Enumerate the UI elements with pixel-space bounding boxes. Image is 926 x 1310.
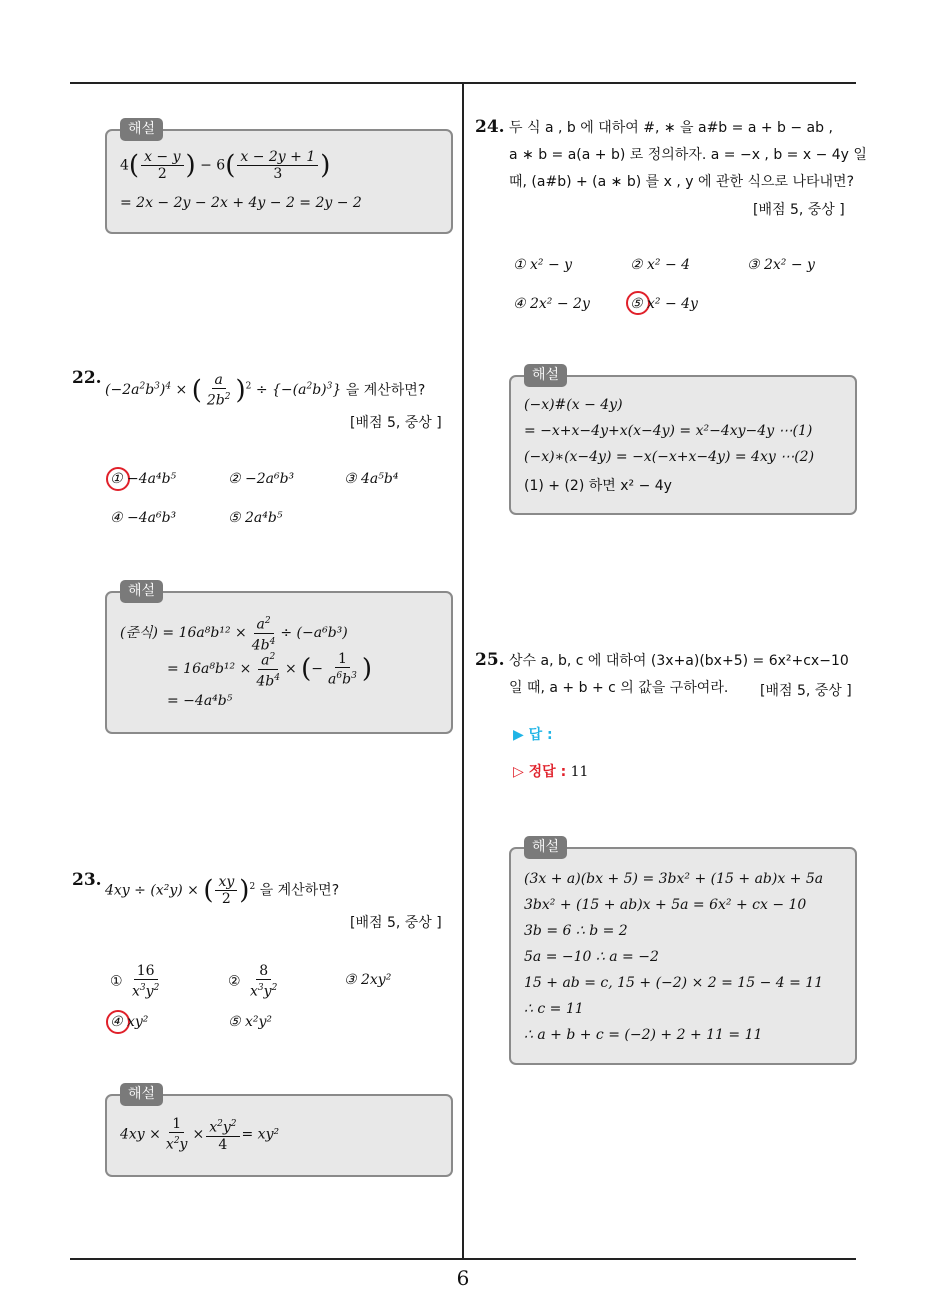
q23-meta: [배점 5, 중상 ] [350, 915, 442, 931]
q24-choice-5[interactable]: ⑤ x² − 4y [630, 296, 698, 312]
q22-choice-3[interactable]: ③ 4a⁵b⁴ [344, 471, 399, 487]
q22-choice-2[interactable]: ② −2a⁶b³ [228, 471, 295, 487]
q24-stem-line-3: 때, (a#b) + (a ∗ b) 를 x , y 에 관한 식으로 나타내면? [509, 174, 855, 190]
q23-choice-4[interactable]: ④ xy² [110, 1014, 149, 1030]
q25-stem-line-2: 일 때, a + b + c 의 값을 구하여라. [509, 680, 729, 696]
solution-label: 해설 [120, 118, 163, 141]
q24-solution-box [509, 367, 857, 515]
q24-solution-line-3: (−x)∗(x−4y) = −x(−x+x−4y) = 4xy ⋯(2) [524, 449, 815, 465]
q24-number: 24. [475, 117, 505, 137]
q25-correct-value: 11 [570, 764, 589, 780]
q22-solution-box [105, 583, 453, 734]
solution-label: 해설 [524, 836, 567, 859]
q22-stem: $(-2a^2b^3)^4$ × ( $\frac{a}{2b^2}$ )$^2 \div \{-(a^2b)^3\}$ 을 계산하면? [105, 372, 426, 409]
q22-solution-line-3: = −4a⁴b⁵ [167, 693, 233, 709]
q24-stem-line-1: 두 식 a , b 에 대하여 #, ∗ 을 a#b = a + b − ab , [509, 120, 833, 136]
q25-solution-box [509, 839, 857, 1065]
q21-solution-box [105, 121, 453, 234]
q21-solution-line-2: = 2x − 2y − 2x + 4y − 2 = 2y − 2 [120, 195, 362, 211]
q22-choice-4[interactable]: ④ −4a⁶b³ [110, 510, 177, 526]
q25-solution-line-7: ∴ a + b + c = (−2) + 2 + 11 = 11 [524, 1027, 763, 1043]
page-number: 6 [456, 1266, 470, 1290]
q25-meta: [배점 5, 중상 ] [760, 683, 852, 699]
q25-solution-line-6: ∴ c = 11 [524, 1001, 584, 1017]
q25-solution-line-3: 3b = 6 ∴ b = 2 [524, 923, 628, 939]
q24-solution-line-2: = −x+x−4y+x(x−4y) = x²−4xy−4y ⋯(1) [524, 423, 813, 439]
q22-number: 22. [72, 368, 102, 388]
q25-correct-label: ▷ 정답 : [513, 764, 567, 780]
solution-label: 해설 [524, 364, 567, 387]
q24-meta: [배점 5, 중상 ] [753, 202, 845, 218]
q25-solution-line-5: 15 + ab = c, 15 + (−2) × 2 = 15 − 4 = 11 [524, 975, 824, 991]
q25-number: 25. [475, 650, 505, 670]
q23-choice-1[interactable]: ① $\frac{16}{x^3y^2}$ [110, 963, 160, 1000]
q23-choice-3[interactable]: ③ 2xy² [344, 972, 392, 988]
q22-choice-5[interactable]: ⑤ 2a⁴b⁵ [228, 510, 283, 526]
q23-choice-2[interactable]: ② $\frac{8}{x^3y^2}$ [228, 963, 278, 1000]
q24-choice-3[interactable]: ③ 2x² − y [747, 257, 815, 273]
q25-solution-line-1: (3x + a)(bx + 5) = 3bx² + (15 + ab)x + 5a [524, 871, 824, 887]
q22-choice-1[interactable]: ① −4a⁴b⁵ [110, 471, 177, 487]
q25-solution-line-2: 3bx² + (15 + ab)x + 5a = 6x² + cx − 10 [524, 897, 807, 913]
q22-solution-line-2: = 16a⁸b¹² × $\frac{a^2}{4b^4}$ × (− $\frac{1}{a^6b^3}$ ) [167, 650, 372, 690]
q23-stem: 4xy ÷ (x²y) × ( $\frac{xy}{2}$ )$^2$ 을 계산하면? [105, 874, 340, 908]
q24-solution-line-1: (−x)#(x − 4y) [524, 397, 623, 413]
q23-choice-5[interactable]: ⑤ x²y² [228, 1014, 273, 1030]
q25-solution-line-4: 5a = −10 ∴ a = −2 [524, 949, 659, 965]
solution-label: 해설 [120, 580, 163, 603]
bottom-rule [70, 1258, 856, 1260]
q24-solution-line-4: (1) + (2) 하면 x² − 4y [524, 478, 672, 494]
q24-choice-4[interactable]: ④ 2x² − 2y [513, 296, 590, 312]
q24-stem-line-2: a ∗ b = a(a + b) 로 정의하자. a = −x , b = x − 4y 일 [509, 147, 867, 163]
column-divider [462, 84, 464, 1259]
q23-stem-tail: 을 계산하면? [259, 882, 340, 899]
q22-solution-line-1: (준식) = 16a⁸b¹² × $\frac{a^2}{4b^4}$ ÷ (−a⁶b³) [120, 613, 348, 653]
q25-stem-line-1: 상수 a, b, c 에 대하여 (3x+a)(bx+5) = 6x²+cx−10 [509, 653, 849, 669]
q23-solution-line: 4xy × $\frac{1}{x^2y}$ × $\frac{x^2y^2}{4}$ = xy² [120, 1116, 280, 1153]
q25-correct-answer [513, 761, 588, 781]
q23-number: 23. [72, 870, 102, 890]
q22-stem-tail: 을 계산하면? [345, 382, 426, 399]
q21-solution-line-1: 4( $\frac{x - y}{2}$ ) − 6( $\frac{x - 2y + 1}{3}$ ) [120, 149, 331, 182]
q22-meta: [배점 5, 중상 ] [350, 415, 442, 431]
q23-solution-box [105, 1086, 453, 1177]
solution-label: 해설 [120, 1083, 163, 1106]
q25-answer-field[interactable]: ▶ 답 : [513, 727, 553, 743]
q24-choice-1[interactable]: ① x² − y [513, 257, 573, 273]
q24-choice-2[interactable]: ② x² − 4 [630, 257, 691, 273]
